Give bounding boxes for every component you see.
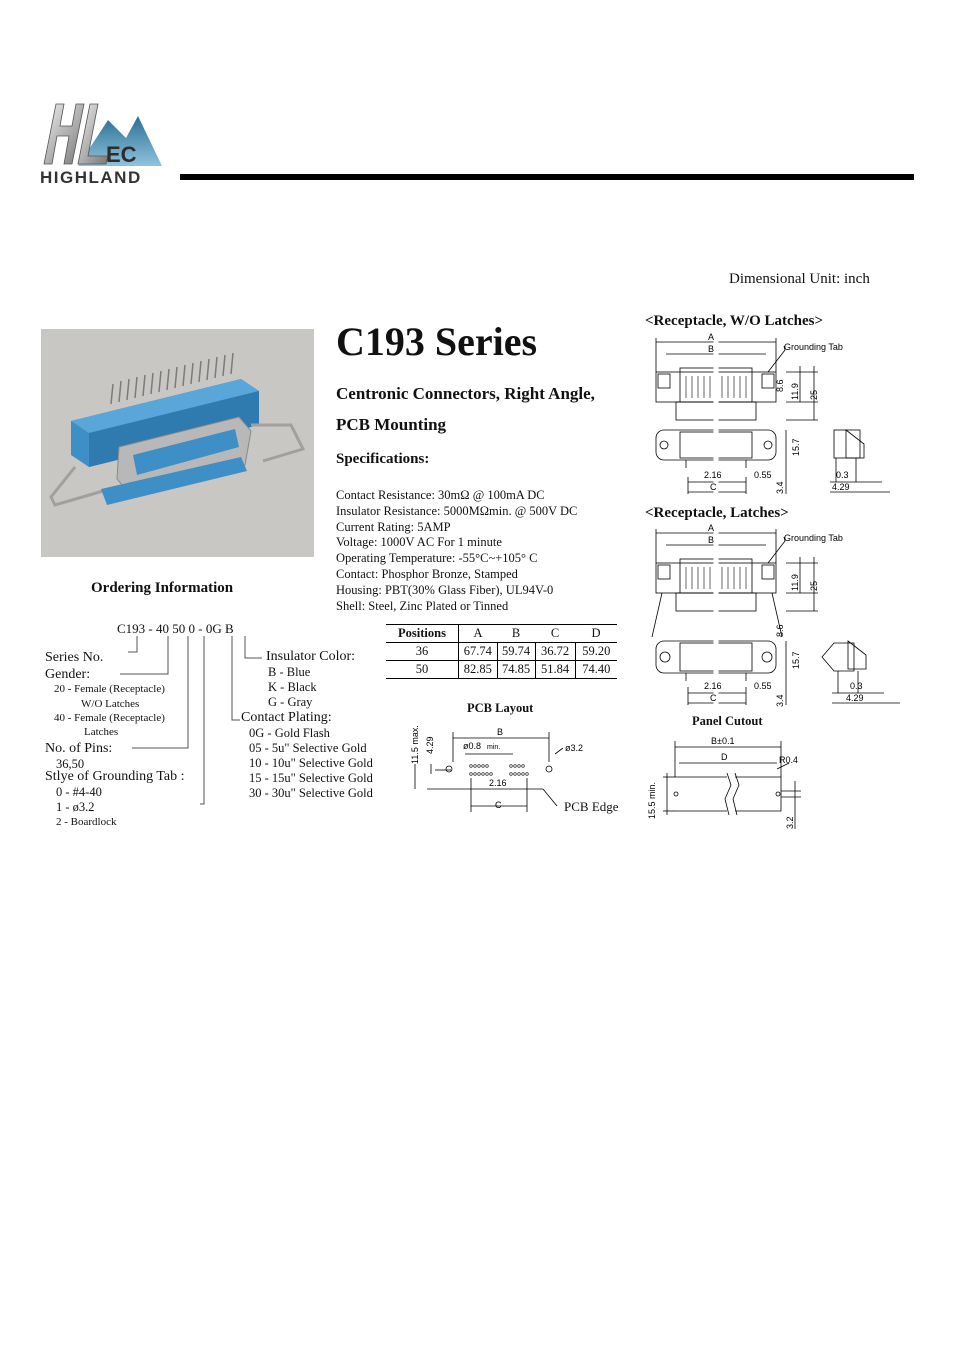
- order-plating-0g: 0G - Gold Flash: [249, 726, 330, 740]
- table-header: B: [497, 625, 535, 643]
- wo-pitch: 2.16: [704, 470, 722, 480]
- wo-h-15-7: 15.7: [791, 438, 801, 456]
- lat-grounding-tab: Grounding Tab: [784, 533, 843, 543]
- lat-dim-c: C: [710, 693, 717, 703]
- order-tab-0: 0 - #4-40: [56, 785, 102, 799]
- order-gender-label: Gender:: [45, 667, 91, 682]
- wo-dim-b: B: [708, 344, 715, 354]
- panel-cutout-title: Panel Cutout: [692, 714, 763, 728]
- lat-h-25: 25: [809, 580, 819, 591]
- order-tab-1: 1 - ø3.2: [56, 800, 95, 814]
- wo-w-0-55: 0.55: [754, 470, 772, 480]
- spec-item: Contact Resistance: 30mΩ @ 100mA DC: [336, 488, 545, 502]
- wo-latches-drawing: [650, 332, 910, 500]
- spec-item: Shell: Steel, Zinc Plated or Tinned: [336, 598, 509, 613]
- order-plating-10: 10 - 10u" Selective Gold: [249, 756, 373, 770]
- wo-grounding-tab: Grounding Tab: [784, 342, 843, 352]
- wo-w-4-29: 4.29: [832, 482, 850, 492]
- table-header: D: [575, 625, 617, 643]
- wo-dim-c: C: [710, 482, 717, 492]
- pcb-pitch: 2.16: [489, 778, 507, 788]
- table-cell: 36.72: [535, 643, 575, 661]
- table-header: Positions: [386, 625, 459, 643]
- order-tab-2: 2 - Boardlock: [56, 816, 117, 828]
- wo-h-11-9: 11.9: [790, 383, 800, 400]
- ordering-code: C193 - 40 50 0 - 0G B: [117, 621, 234, 636]
- panel-height-min: 15.5 min.: [647, 781, 657, 819]
- order-plating-30: 30 - 30u" Selective Gold: [249, 786, 373, 800]
- order-insulator-b: B - Blue: [268, 665, 311, 679]
- panel-dim-d: D: [721, 752, 728, 762]
- order-gender-20-sub: W/O Latches: [81, 698, 140, 710]
- order-pins-label: No. of Pins:: [45, 741, 113, 756]
- brand-name: HIGHLAND: [40, 168, 142, 187]
- order-insulator-label: Insulator Color:: [266, 649, 356, 664]
- subtitle-line-1: Centronic Connectors, Right Angle,: [336, 384, 595, 403]
- latches-drawing: [648, 523, 910, 709]
- pcb-dim-c: C: [495, 800, 502, 810]
- table-cell: 74.40: [575, 661, 617, 679]
- dimension-table: [386, 624, 617, 679]
- order-insulator-k: K - Black: [268, 680, 317, 694]
- table-cell: 67.74: [459, 643, 498, 661]
- order-plating-label: Contact Plating:: [241, 710, 332, 725]
- lat-pitch: 2.16: [704, 681, 722, 691]
- order-tab-label: Stlye of Grounding Tab :: [45, 769, 185, 784]
- panel-dim-b: B±0.1: [711, 736, 735, 746]
- ordering-heading: Ordering Information: [91, 580, 234, 596]
- panel-radius: R0.4: [779, 755, 799, 765]
- table-header-row: [386, 625, 617, 643]
- pcb-layout-title: PCB Layout: [467, 701, 534, 715]
- lat-h-15-7: 15.7: [791, 651, 801, 669]
- table-cell: 36: [386, 643, 459, 661]
- latches-title: <Receptacle, Latches>: [645, 505, 789, 521]
- order-gender-40-sub: Latches: [84, 726, 119, 738]
- pcb-height: 4.29: [425, 736, 435, 754]
- table-header: A: [459, 625, 498, 643]
- spec-item: Insulator Resistance: 5000MΩmin. @ 500V DC: [336, 503, 578, 518]
- product-photo: [41, 329, 314, 557]
- logo-lettering: EC: [106, 142, 137, 167]
- order-insulator-g: G - Gray: [268, 695, 313, 709]
- table-row: [386, 661, 617, 679]
- order-gender-20: 20 - Female (Receptacle): [54, 683, 165, 695]
- order-pins-value: 36,50: [56, 757, 85, 771]
- table-header: C: [535, 625, 575, 643]
- order-series-no: Series No.: [45, 650, 104, 665]
- wo-w-0-3: 0.3: [836, 470, 849, 480]
- lat-h-3-4: 3.4: [775, 694, 785, 707]
- pcb-hole-small: ø0.8: [463, 741, 482, 751]
- pcb-hole-small-note: min.: [487, 744, 501, 751]
- table-cell: 82.85: [459, 661, 498, 679]
- spec-item: Contact: Phosphor Bronze, Stamped: [336, 566, 518, 581]
- lat-h-8-6: 8.6: [775, 624, 785, 637]
- specifications-heading: Specifications:: [336, 451, 430, 467]
- table-cell: 50: [386, 661, 459, 679]
- unit-note: Dimensional Unit: inch: [729, 271, 870, 287]
- table-cell: 74.85: [497, 661, 535, 679]
- pcb-dim-b: B: [497, 727, 504, 737]
- wo-h-25: 25: [809, 389, 819, 400]
- spec-item: Voltage: 1000V AC For 1 minute: [336, 535, 502, 550]
- header-rule: [180, 174, 914, 180]
- wo-h-3-4: 3.4: [775, 481, 785, 494]
- pcb-edge-label: PCB Edge: [564, 799, 619, 814]
- pcb-hole-large: ø3.2: [565, 743, 584, 753]
- wo-latches-title: <Receptacle, W/O Latches>: [645, 313, 824, 329]
- series-title: C193 Series: [336, 319, 538, 364]
- pcb-height-max: 11.5 max.: [410, 725, 420, 764]
- subtitle-line-2: PCB Mounting: [336, 415, 447, 434]
- panel-dim-3-2: 3.2: [785, 816, 795, 829]
- order-plating-15: 15 - 15u" Selective Gold: [249, 771, 373, 785]
- table-cell: 59.74: [497, 643, 535, 661]
- table-row: [386, 643, 617, 661]
- order-gender-40: 40 - Female (Receptacle): [54, 712, 165, 724]
- table-cell: 59.20: [575, 643, 617, 661]
- specifications-list: [336, 488, 577, 614]
- wo-h-8-6: 8.6: [775, 379, 785, 392]
- lat-w-0-3: 0.3: [850, 681, 863, 691]
- lat-dim-b: B: [708, 535, 715, 545]
- wo-dim-a: A: [708, 332, 715, 342]
- spec-item: Housing: PBT(30% Glass Fiber), UL94V-0: [336, 582, 554, 597]
- lat-w-0-55: 0.55: [754, 681, 772, 691]
- order-plating-05: 05 - 5u" Selective Gold: [249, 741, 367, 755]
- lat-dim-a: A: [708, 523, 715, 533]
- lat-h-11-9: 11.9: [790, 574, 800, 591]
- panel-cutout-drawing: [645, 733, 815, 833]
- table-cell: 51.84: [535, 661, 575, 679]
- lat-w-4-29: 4.29: [846, 693, 864, 703]
- spec-item: Operating Temperature: -55°C~+105° C: [336, 551, 538, 566]
- spec-item: Current Rating: 5AMP: [336, 519, 451, 534]
